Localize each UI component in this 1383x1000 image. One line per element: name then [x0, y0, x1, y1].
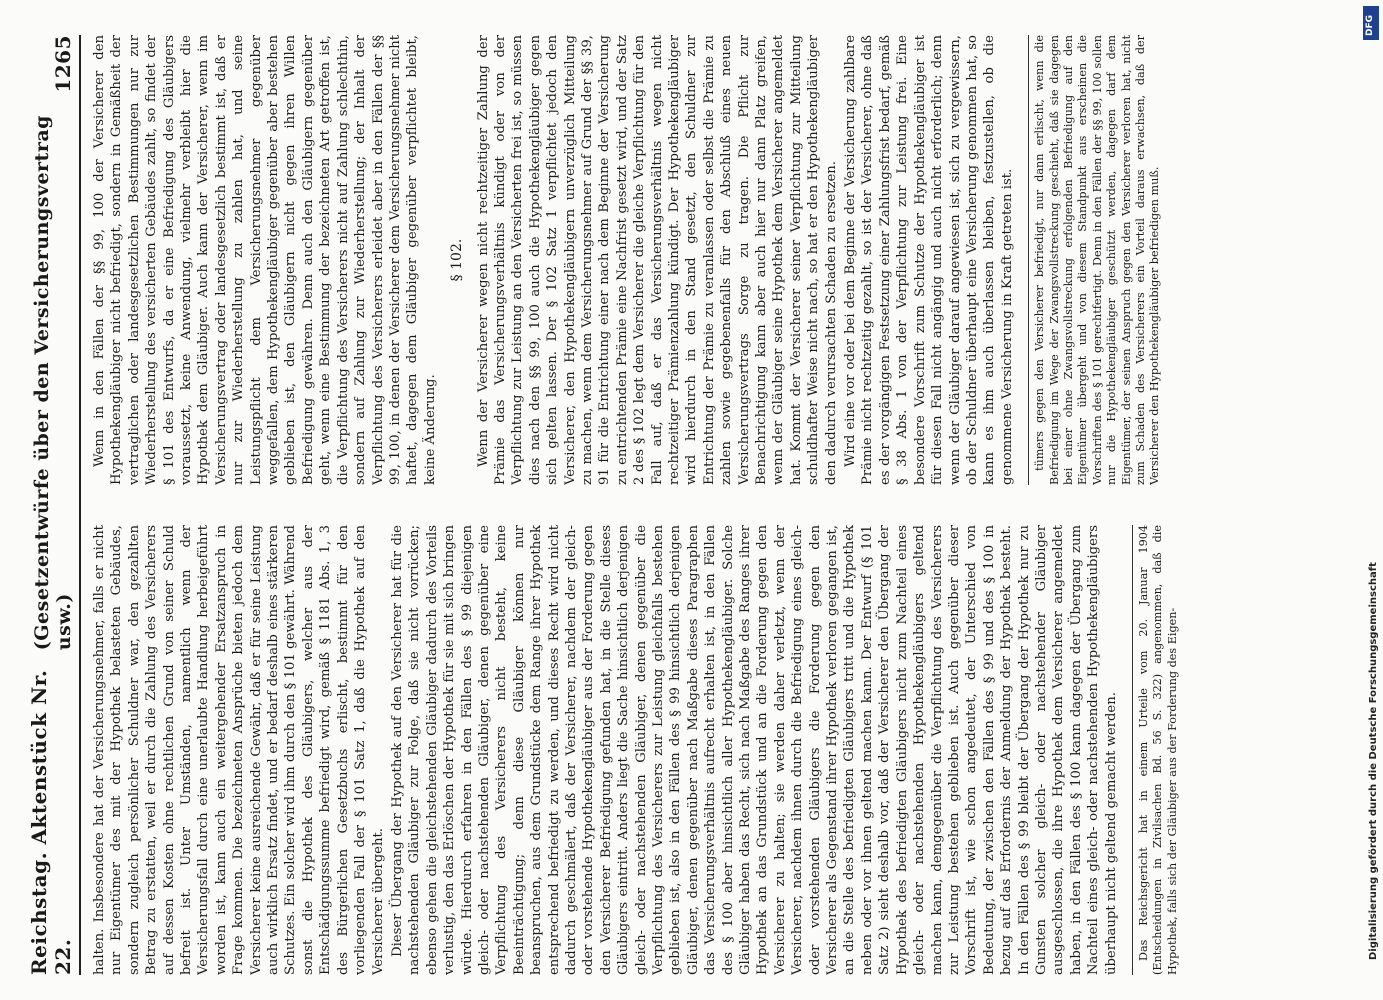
right-footnote-text: tümers gegen den Versicherer befriedigt, nur dann erlischt, wenn die Befriedigung im Wege der Zwangsvollstreckung geschieht, daß sie dagegen bei einer ohne Zwangsvollstreckung erfolgenden Befriedigung auf den Eigentümer übergeht und von diesem Standpunkt aus erscheinen die Vorschriften des § 101 gerechtfertigt. Denn in den Fällen der §§ 99, 100 sollen nur die Hypothekengläubiger geschützt werden, dagegen darf dem Eigentümer, der seinen Anspruch gegen den Versicherer verloren hat, nicht zum Schaden des Versicherers ein Vorteil daraus erwachsen, daß der Versicherer den Hypothekengläubiger befriedigen muß.: [1033, 35, 1162, 485]
page-header: [27, 35, 75, 975]
left-footnote-text: Das Reichsgericht hat in einem Urteile vom 20. Januar 1904 (Entscheidungen in Zivilsachen Bd. 56 S. 322) angenommen, daß die Hypothek, falls sich der Gläubiger aus der Forderung des Eigen-: [1136, 525, 1179, 975]
left-paragraph-2: Dieser Übergang der Hypothek auf den Versicherer hat für die nachstehenden Gläubiger zur Folge, daß sie nicht vorrücken; ebenso gehen die gleichstehenden Gläubiger dadurch des Vorteils verlustig, den das Erlöschen der Hypothek für sie mit sich bringen würde. Hierdurch erfahren in den Fällen des § 99 diejenigen gleich- oder nachstehenden Gläubiger, denen gegenüber eine Verpflichtung des Versicherers nicht besteht, keine Beeinträchtigung; denn diese Gläubiger können nur beanspruchen, aus dem Grundstücke dem Range ihrer Hypothek entsprechend befriedigt zu werden, und dieses Recht wird nicht dadurch geschmälert, daß der Versicherer, nachdem der gleich- oder vorstehende Hypothekengläubiger aus der Forderung gegen den Versicherer Befriedigung gefunden hat, in die Stelle dieses Gläubigers eintritt. Anders liegt die Sache hinsichtlich derjenigen gleich- oder nachstehenden Gläubiger, denen gegenüber die Verpflichtung des Versicherers zur Leistung gleichfalls bestehen geblieben ist, also in den Fällen des § 99 hinsichtlich derjenigen Gläubiger, denen gegenüber nach Maßgabe dieses Paragraphen das Versicherungsverhältnis aufrecht erhalten ist, in den Fällen des § 100 aber hinsichtlich aller Hypothekengläubiger. Solche Gläubiger haben das Recht, sich nach Maßgabe des Ranges ihrer Hypothek an das Grundstück und an die Forderung gegen den Versicherer zu halten; sie werden daher verletzt, wenn der Versicherer, nachdem ihnen durch die Befriedigung eines gleich- oder vorstehenden Gläubigers die Forderung gegen den Versicherer als Gegenstand ihrer Hypothek verloren gegangen ist, an die Stelle des befriedigten Gläubigers tritt und die Hypothek neben oder vor ihnen geltend machen kann. Der Entwurf (§ 101 Satz 2) sieht deshalb vor, daß der Versicherer den Übergang der Hypothek des befriedigten Gläubigers nicht zum Nachteil eines gleich- oder nachstehenden Hypothekengläubigers geltend machen kann, demgegenüber die Verpflichtung des Versicherers zur Leistung bestehen geblieben ist. Auch gegenüber dieser Vorschrift ist, wie schon angedeutet, der Unterschied von Bedeutung, der zwischen den Fällen des § 99 und des § 100 in bezug auf das Erfordernis der Anmeldung der Hypothek besteht. In den Fällen des § 99 bleibt der Übergang der Hypothek nur zu Gunsten solcher gleich- oder nachstehender Gläubiger ausgeschlossen, die ihre Hypothek dem Versicherer angemeldet haben, in den Fällen des § 100 kann dagegen der Übergang zum Nachteil eines gleich- oder nachstehenden Hypothekengläubigers überhaupt nicht geltend gemacht werden.: [389, 525, 1119, 975]
page-number: 1265: [51, 35, 75, 93]
right-paragraph-1: Wenn in den Fällen der §§ 99, 100 der Versicherer den Hypothekengläubiger nicht befriedigt, sondern in Gemäßheit der vertraglichen oder landesgesetzlichen Bestimmungen nur zur Wiederherstellung des versicherten Gebäudes zahlt, so findet der § 101 des Entwurfs, da er eine Befriedigung des Gläubigers voraussetzt, keine Anwendung, vielmehr verbleibt hier die Hypothek dem Gläubiger. Auch kann der Versicherer, wenn im Versicherungsvertrag oder landesgesetzlich bestimmt ist, daß er nur zur Wiederherstellung zu zahlen hat, und seine Leistungspflicht dem Versicherungsnehmer gegenüber weggefallen, dem Hypothekengläubiger gegenüber aber bestehen geblieben ist, den Gläubigern nicht gegen ihren Willen Befriedigung gewähren. Denn auch den Gläubigern gegenüber geht, wenn eine Bestimmung der bezeichneten Art getroffen ist, die Verpflichtung des Versicherers nicht auf Zahlung schlechthin, sondern auf Zahlung zur Wiederherstellung; der Inhalt der Verpflichtung des Versicherers erleidet aber in den Fällen der §§ 99, 100, in denen der Versicherer dem Versicherungsnehmer nicht haftet, dagegen dem Gläubiger gegenüber verpflichtet bleibt, keine Änderung.: [92, 35, 438, 485]
rotated-sheet: [27, 35, 1335, 975]
left-footnote: [1132, 525, 1180, 975]
header-rule: [79, 35, 81, 975]
right-column: [91, 35, 1321, 485]
dfg-logo-text: DFG: [1365, 14, 1375, 36]
left-paragraph-1: halten. Insbesondere hat der Versicherungsnehmer, falls er nicht nur Eigentümer des mit der Hypothek belasteten Gebäudes, sondern zugleich persönlicher Schuldner war, den gezahlten Betrag zu erstatten, weil er durch die Zahlung des Versicherers auf dessen Kosten ohne rechtlichen Grund von seiner Schuld befreit ist. Unter Umständen, namentlich wenn der Versicherungsfall durch eine unerlaubte Handlung herbeigeführt worden ist, kann auch ein weitergehender Ersatzanspruch in Frage kommen. Die bezeichneten Ansprüche bieten jedoch dem Versicherer keine ausreichende Gewähr, daß er für seine Leistung auch wirklich Ersatz findet, und er bedarf deshalb eines stärkeren Schutzes. Ein solcher wird ihm durch den § 101 gewährt. Während sonst die Hypothek des Gläubigers, welcher aus der Entschädigungssumme befriedigt wird, gemäß § 1181 Abs. 1, 3 des Bürgerlichen Gesetzbuchs erlischt, bestimmt für den vorliegenden Fall der § 101 Satz 1, daß die Hypothek auf den Versicherer übergeht.: [92, 525, 386, 975]
header-title: (Gesetzentwürfe über den Versicherungsvertrag usw.): [31, 115, 75, 651]
side-note: [1358, 20, 1378, 980]
side-note-text: Digitalisierung gefördert durch die Deutsche Forschungsgemeinschaft: [1368, 562, 1379, 960]
right-paragraph-3: Wird eine vor oder bei dem Beginne der Versicherung zahlbare Prämie nicht rechtzeitig gezahlt, so ist der Versicherer, ohne daß es der vorgängigen Festsetzung einer Zahlungsfrist bedarf, gemäß § 38 Abs. 1 von der Verpflichtung zur Leistung frei. Eine besondere Vorschrift zum Schutze der Hypothekengläubiger ist für diesen Fall nicht angängig und auch nicht erforderlich; denn wenn der Gläubiger darauf angewiesen ist, sich zu vergewissern, ob der Schuldner überhaupt eine Versicherung genommen hat, so kann es ihm auch überlassen bleiben, festzustellen, ob die genommene Versicherung in Kraft getreten ist.: [843, 35, 1015, 485]
left-column: [91, 525, 1321, 975]
header-left: Reichstag. Aktenstück Nr. 22.: [27, 669, 75, 975]
section-heading: § 102.: [449, 238, 466, 282]
right-paragraph-2: Wenn der Versicherer wegen nicht rechtzeitiger Zahlung der Prämie das Versicherungsverhältnis kündigt oder von der Verpflichtung zur Leistung an den Versicherten frei ist, so müssen dies nach den §§ 99, 100 auch die Hypothekengläubiger gegen sich gelten lassen. Der § 102 Satz 1 verpflichtet jedoch den Versicherer, den Hypothekengläubigern unverzüglich Mitteilung zu machen, wenn dem Versicherungsnehmer auf Grund der §§ 39, 91 für die Entrichtung einer nach dem Beginne der Versicherung zu entrichtenden Prämie eine Nachfrist gesetzt wird, und der Satz 2 des § 102 legt dem Versicherer die gleiche Verpflichtung für den Fall auf, daß er das Versicherungsverhältnis wegen nicht rechtzeitiger Prämienzahlung kündigt. Der Hypothekengläubiger wird hierdurch in den Stand gesetzt, den Schuldner zur Entrichtung der Prämie zu veranlassen oder selbst die Prämie zu zahlen sowie gegebenenfalls für den Abschluß eines neuen Versicherungsvertrags Sorge zu tragen. Die Pflicht zur Benachrichtigung kann aber auch hier nur dann Platz greifen, wenn der Gläubiger seine Hypothek dem Versicherer angemeldet hat. Kommt der Versicherer seiner Verpflichtung zur Mitteilung schuldhafter Weise nicht nach, so hat er den Hypothekengläubiger den dadurch verursachten Schaden zu ersetzen.: [475, 35, 839, 485]
right-footnote: [1028, 35, 1163, 485]
